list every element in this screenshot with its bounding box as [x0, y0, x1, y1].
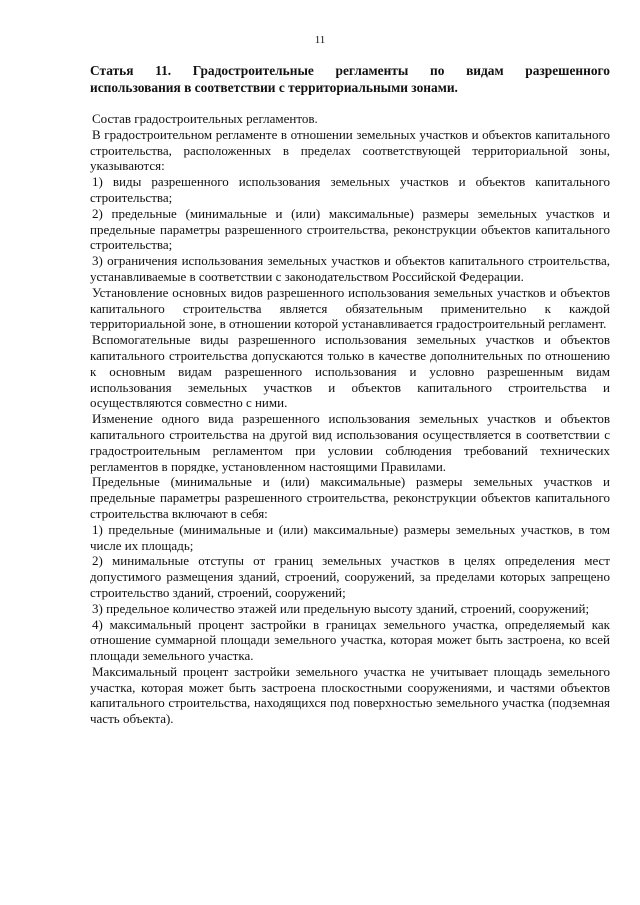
article-title-line-1: Статья 11. Градостроительные регламенты по видам разрешенного: [90, 63, 610, 78]
article-title: [90, 62, 610, 96]
paragraph: В градостроительном регламенте в отношении земельных участков и объектов капитального строительства, расположенных в пределах соответствующей территориальной зоны, указываются:: [90, 126, 610, 174]
paragraph: 3) ограничения использования земельных участков и объектов капитального строительства, устанавливаемые в соответствии с законодательством Российской Федерации.: [90, 253, 610, 284]
article-title-line-2: использования в соответствии с территориальными зонами.: [90, 80, 458, 95]
paragraph: 2) предельные (минимальные и (или) максимальные) размеры земельных участков и предельные параметры разрешенного строительства, реконструкции объектов капитального строительства;: [90, 205, 610, 253]
paragraph: Предельные (минимальные и (или) максимальные) размеры земельных участков и предельные параметры разрешенного строительства, реконструкции объектов капитального строительства включают в себя:: [90, 474, 610, 521]
paragraph: Вспомогательные виды разрешенного использования земельных участков и объектов капитального строительства допускаются только в качестве дополнительных по отношению к основным видам разрешенного использования и условно разрешенным видам использования земельных участков и объектов капитального строительства и осуществляются совместно с ними.: [90, 332, 610, 411]
paragraph: Состав градостроительных регламентов.: [92, 111, 318, 126]
paragraph: 1) виды разрешенного использования земельных участков и объектов капитального строительства;: [90, 174, 610, 205]
paragraph: 1) предельные (минимальные и (или) максимальные) размеры земельных участков, в том числе их площадь;: [90, 521, 610, 553]
paragraph: 3) предельное количество этажей или предельную высоту зданий, строений, сооружений;: [92, 600, 590, 616]
paragraph: Установление основных видов разрешенного использования земельных участков и объектов капитального строительства является обязательным применительно к каждой территориальной зоне, в отношении которой устанавливается градостроительный регламент.: [90, 284, 610, 332]
paragraph: Изменение одного вида разрешенного использования земельных участков и объектов капитального строительства на другой вид использования осуществляется в соответствии с градостроительным регламентом при условии соблюдения требований технических регламентов в порядке, установленном настоящими Правилами.: [90, 411, 610, 474]
page-number: 11: [314, 34, 326, 46]
paragraph: Максимальный процент застройки земельного участка не учитывает площадь земельного участка, которая может быть застроена плоскостными сооружениями, и частями объектов капитального строительства, находящихся под поверхностью земельного участка (подземная часть объекта).: [90, 663, 610, 727]
paragraph: 4) максимальный процент застройки в границах земельного участка, определяемый как отношение суммарной площади земельного участка, которая может быть застроена, ко всей площади земельного участка.: [90, 616, 610, 664]
paragraph: 2) минимальные отступы от границ земельных участков в целях определения мест допустимого размещения зданий, строений, сооружений, за пределами которых запрещено строительство зданий, строений, сооружений;: [90, 553, 610, 600]
article-body: [90, 111, 610, 727]
